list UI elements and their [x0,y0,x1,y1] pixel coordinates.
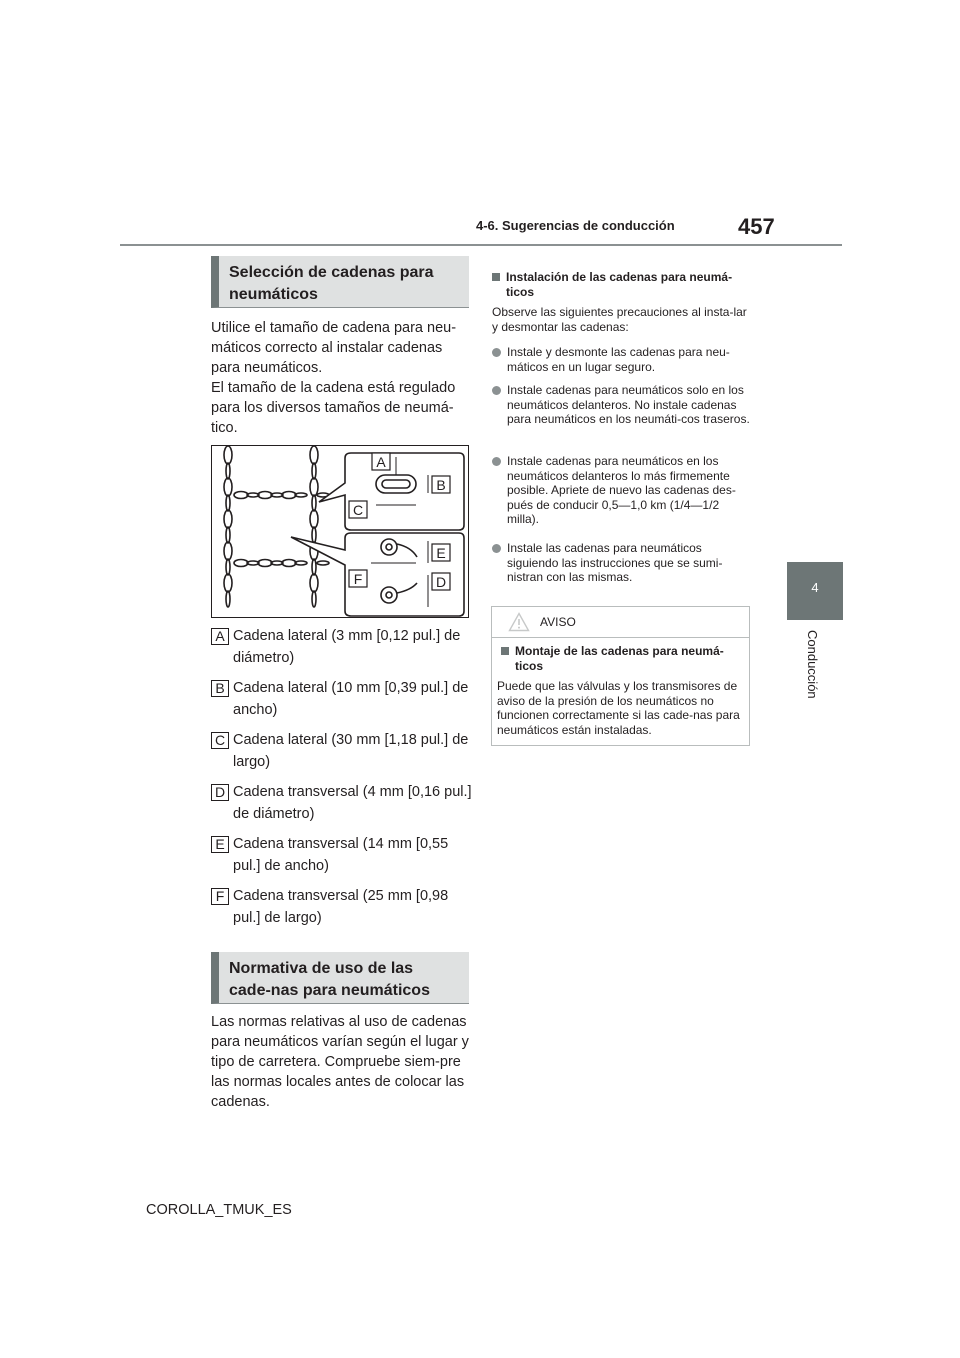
aviso-box [491,606,750,746]
circle-bullet-icon [492,348,501,357]
chain-size-figure [211,445,469,618]
bullet-text: Instale las cadenas para neumáticos siguiendo las instrucciones que se sumi-nistran con las mismas. [507,541,723,584]
section-heading-seleccion: Selección de cadenas para neumáticos [211,256,469,308]
figure-label-a: A [376,454,386,470]
aviso-text: Puede que las válvulas y los transmisores de aviso de la presión de los neumáticos no funcionen correctamente si las cade-nas para neumáticos están instaladas. [497,679,740,737]
legend-text: Cadena lateral (3 mm [0,12 pul.] de diámetro) [233,628,461,666]
section-title: 4-6. Sugerencias de conducción [476,218,675,233]
subheading-text: Instalación de las cadenas para neumá-ticos [506,270,733,299]
document-code: COROLLA_TMUK_ES [146,1202,292,1218]
intro-paragraph: Utilice el tamaño de cadena para neu-máticos correcto al instalar cadenas para neumáticos. El tamaño de la cadena está regulado para los diversos tamaños de neumá-tico. [211,320,457,436]
figure-label-d: D [435,574,447,590]
aviso-title-text: Montaje de las cadenas para neumá-ticos [515,644,724,673]
circle-bullet-icon [492,544,501,553]
bullet-text: Instale cadenas para neumáticos en los neumáticos delanteros lo más firmemente posible. Apriete de nuevo las cadenas des-pués de conducir 0,5—1,0 km (1/4—1/2 milla). [507,454,736,526]
legend-key: F [211,888,229,905]
legend-key: E [211,836,229,853]
legend-key: D [211,784,229,801]
square-bullet-icon [492,273,500,281]
warning-triangle-icon [508,612,530,632]
legend-text: Cadena lateral (10 mm [0,39 pul.] de ancho) [233,680,469,718]
header-divider [120,244,842,246]
figure-label-c: C [352,502,364,518]
bullet-text: Instale cadenas para neumáticos solo en los neumáticos delanteros. No instale cadenas para neumáticos en los neumáti-cos traseros. [507,383,750,426]
instalacion-intro: Observe las siguientes precauciones al insta-lar y desmontar las cadenas: [492,305,747,334]
chapter-number: 4 [811,580,819,595]
bullet-text: Instale y desmonte las cadenas para neu-máticos en un lugar seguro. [507,345,730,374]
legend-text: Cadena transversal (14 mm [0,55 pul.] de ancho) [233,836,449,874]
circle-bullet-icon [492,457,501,466]
legend-text: Cadena lateral (30 mm [1,18 pul.] de largo) [233,732,469,770]
square-bullet-icon [501,647,509,655]
legend-text: Cadena transversal (25 mm [0,98 pul.] de largo) [233,888,449,926]
page-number: 457 [738,214,775,239]
aviso-label: AVISO [540,615,576,629]
section-heading-normativa: Normativa de uso de las cade-nas para neumáticos [211,952,469,1004]
chapter-label: Conducción [805,630,820,699]
legend-key: C [211,732,229,749]
legend-key: B [211,680,229,697]
figure-label-b: B [436,477,446,493]
normativa-paragraph: Las normas relativas al uso de cadenas para neumáticos varían según el lugar y tipo de carretera. Compruebe siem-pre las normas locales antes de colocar las cadenas. [211,1014,469,1110]
figure-label-f: F [353,571,363,587]
legend-text: Cadena transversal (4 mm [0,16 pul.] de diámetro) [233,784,472,822]
legend-key: A [211,628,229,645]
chapter-tab [787,562,843,620]
circle-bullet-icon [492,386,501,395]
aviso-header [492,607,749,638]
figure-label-e: E [436,545,446,561]
